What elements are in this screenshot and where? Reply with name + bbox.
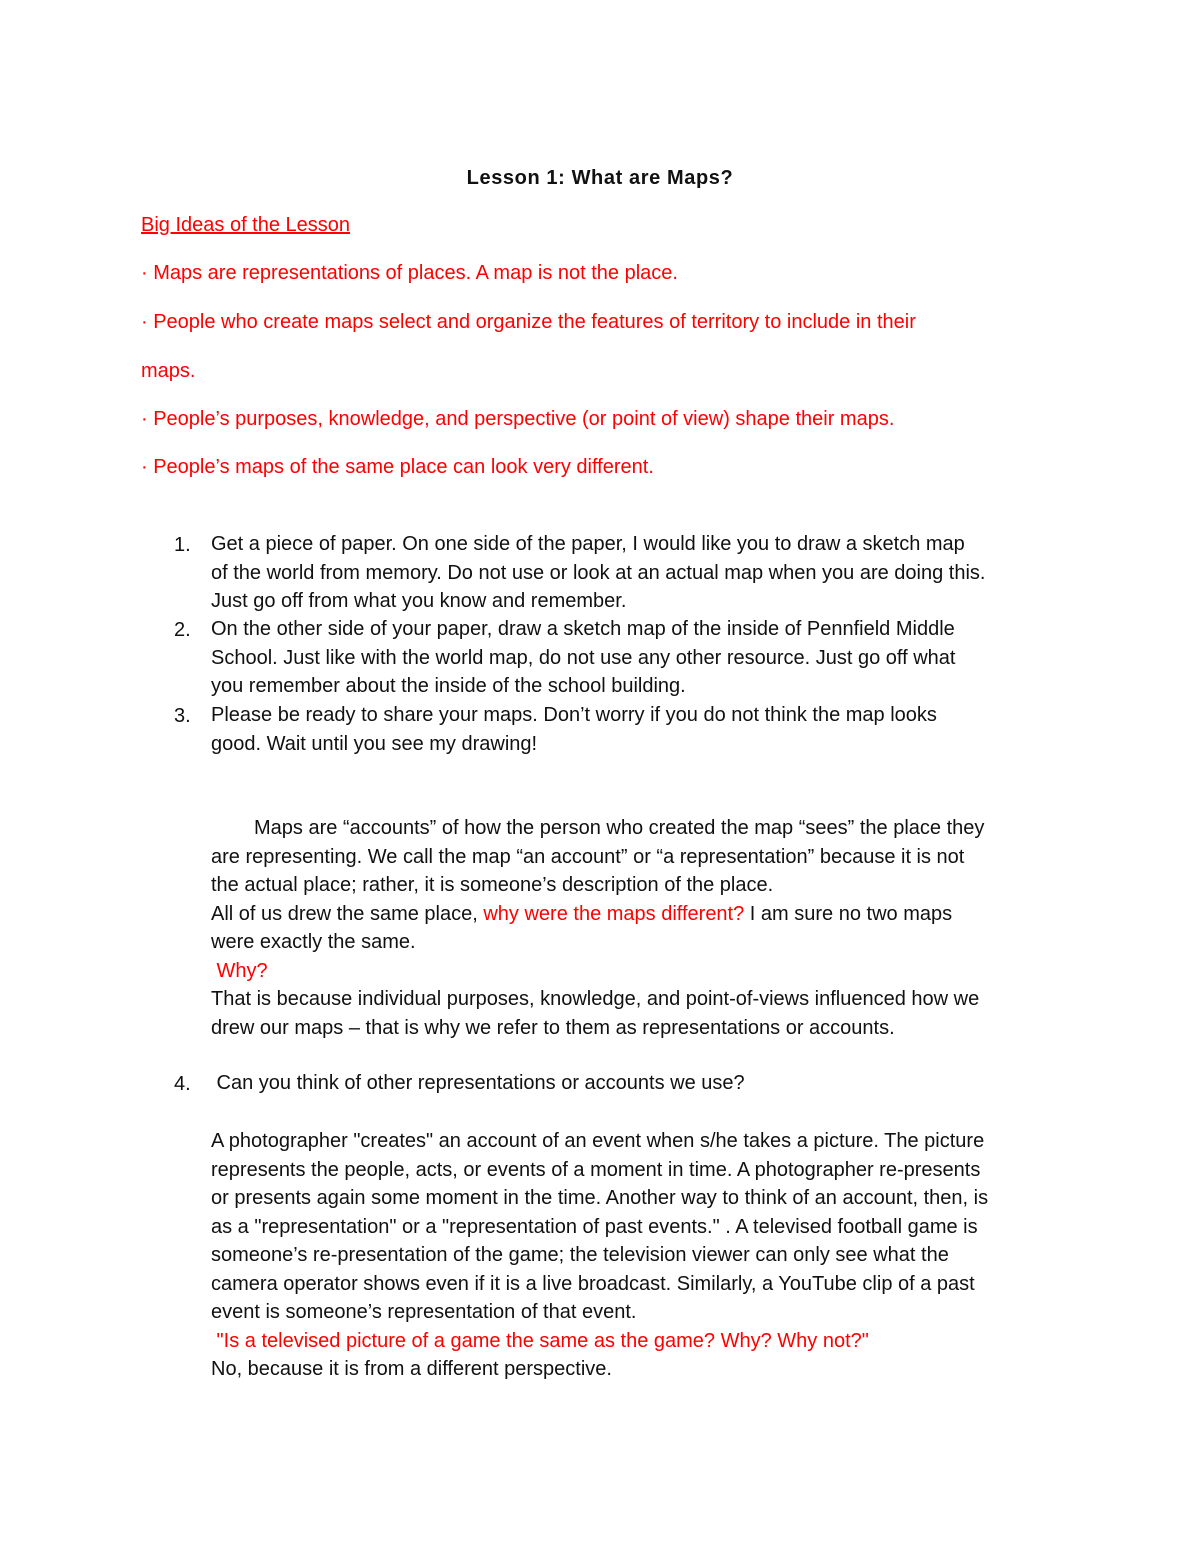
maps-different-question: why were the maps different? (483, 902, 745, 925)
big-idea-item: · People’s purposes, knowledge, and perspective (or point of view) shape their maps. (141, 408, 895, 430)
step-4-question: Can you think of other representations or accounts we use? (211, 1072, 745, 1094)
same-place-line (211, 900, 1071, 929)
step-line: Please be ready to share your maps. Don’t worry if you do not think the map looks (211, 704, 937, 726)
perspective-answer: No, because it is from a different perspective. (211, 1358, 612, 1380)
why-question: Why? (211, 959, 268, 982)
step-1-text (211, 530, 1071, 616)
step-number: 2. (174, 619, 191, 641)
step-line: you remember about the inside of the school building. (211, 675, 686, 697)
same-place-suffix: I am sure no two maps (744, 902, 953, 925)
big-idea-item: · People’s maps of the same place can look very different. (141, 456, 654, 478)
same-place-prefix: All of us drew the same place, (211, 902, 484, 925)
step-2-text (211, 615, 1071, 701)
paragraph-line: A photographer "creates" an account of an event when s/he takes a picture. The picture (211, 1130, 985, 1152)
step-line: Just go off from what you know and remember. (211, 590, 627, 612)
step-line: Get a piece of paper. On one side of the paper, I would like you to draw a sketch map (211, 533, 965, 555)
same-place-line-2: were exactly the same. (211, 931, 416, 953)
because-line: drew our maps – that is why we refer to them as representations or accounts. (211, 1016, 895, 1039)
accounts-line: are representing. We call the map “an account” or “a representation” because it is not (211, 845, 965, 868)
accounts-line: the actual place; rather, it is someone’s description of the place. (211, 874, 774, 896)
televised-question: "Is a televised picture of a game the same as the game? Why? Why not?" (211, 1329, 869, 1352)
paragraph-line: or presents again some moment in the time. Another way to think of an account, then, is (211, 1187, 989, 1209)
step-line: On the other side of your paper, draw a sketch map of the inside of Pennfield Middle (211, 618, 955, 640)
step-line: good. Wait until you see my drawing! (211, 732, 538, 755)
big-idea-item: maps. (141, 360, 196, 382)
paragraph-line: as a "representation" or a "representation of past events." . A televised football game is (211, 1215, 978, 1238)
big-ideas-heading: Big Ideas of the Lesson (141, 214, 351, 236)
paragraph-line: camera operator shows even if it is a live broadcast. Similarly, a YouTube clip of a past (211, 1272, 975, 1295)
paragraph-line: someone’s re-presentation of the game; the television viewer can only see what the (211, 1244, 949, 1266)
page-title: Lesson 1: What are Maps? (466, 167, 734, 189)
step-line: of the world from memory. Do not use or look at an actual map when you are doing this. (211, 561, 986, 584)
step-3-text (211, 701, 1071, 758)
paragraph-line: represents the people, acts, or events of a moment in time. A photographer re-presents (211, 1158, 981, 1181)
step-number: 1. (174, 534, 191, 556)
because-line: That is because individual purposes, knowledge, and point-of-views influenced how we (211, 988, 980, 1010)
big-idea-item: · People who create maps select and organize the features of territory to include in their (141, 311, 916, 333)
step-number: 3. (174, 705, 191, 727)
accounts-paragraph (211, 814, 1071, 1042)
step-number: 4. (174, 1073, 191, 1095)
accounts-line: Maps are “accounts” of how the person who created the map “sees” the place they (254, 817, 985, 839)
step-line: School. Just like with the world map, do not use any other resource. Just go off what (211, 646, 956, 669)
paragraph-line: event is someone’s representation of that event. (211, 1301, 637, 1323)
big-idea-item: · Maps are representations of places. A map is not the place. (141, 262, 678, 284)
photographer-paragraph (211, 1127, 1071, 1384)
